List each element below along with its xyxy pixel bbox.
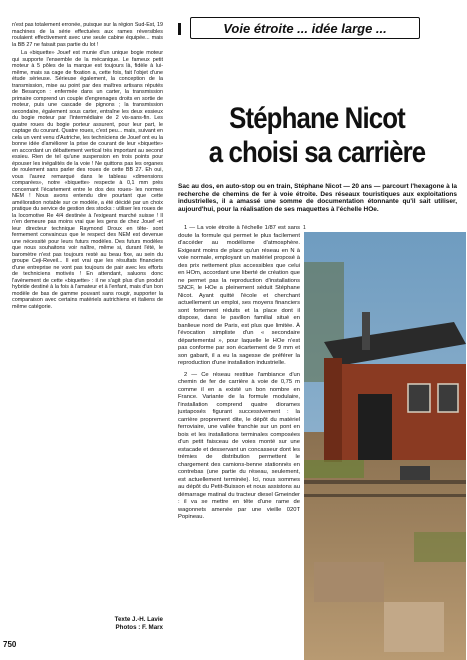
shed-window (408, 384, 430, 412)
wagon (400, 466, 430, 480)
layout-photo (304, 232, 466, 660)
photo-credit: Photos : F. Marx (115, 624, 163, 631)
section-banner (190, 17, 420, 39)
shed-wall-side (324, 358, 342, 462)
left-text-column (12, 22, 163, 614)
right-text-column (178, 225, 300, 642)
page-number: 750 (3, 640, 17, 649)
headline-line-1: Stéphane Nicot (229, 102, 405, 135)
article-intro: Sac au dos, en auto-stop ou en train, Stéphane Nicot — 20 ans — parcourt l'hexagone à la recherche de chemins de fer à voie étroite. Des réseaux touristiques aux exploitations industrielles, il a amassé une somme de documentation étonnante qu'il sait utiliser, aujourd'hui, pour la réalisation de ses maquettes à l'échelle HOe. (178, 183, 457, 214)
shed-door (358, 394, 392, 460)
photo-number: 1 (303, 225, 306, 231)
headline-line-2: a choisi sa carrière (208, 136, 426, 169)
caption-paragraph: 2 — Ce réseau restitue l'ambiance d'un chemin de fer de carrière à voie de 0,75 m comme il en a existé un bon nombre en France. Variante de la formule modulaire, l'installation comprend quatre diorames juxtaposés figurant successivement : la carrière proprement dite, le dépôt du matériel ferroviaire, une vallée franchie sur un pont en bois et les installations terminales composées d'un petit faisceau de voies monté sur une estacade et desservant un concasseur dont les trémies de distribution permettent le chargement des camions-benne stationnés en contrebas (une partie du réseau, seulement, est actuellement terminée). Ici, nous sommes au dépôt du Petit-Buisson et nous assistons au démarrage matinal du tracteur diesel Gmeinder : il va se mettre en tête d'une rame de wagonnets amenée par une vieille 020T Popineau. (178, 371, 300, 520)
rock (314, 562, 384, 602)
section-title: Voie étroite ... idée large ... (223, 20, 387, 36)
left-paragraph: n'est pas totalement erronée, puisque sur la région Sud-Est, 19 machines de la série effectuées aux rames réversibles roulaient effectivement avec une seule cabine équipée... mais la BB 27 ne faisait pas partie du lot ! (12, 22, 163, 48)
section-rule (178, 23, 181, 35)
rail-track (304, 494, 466, 497)
grass-patch (304, 460, 364, 478)
rock (384, 602, 444, 652)
rail-track (304, 480, 466, 484)
credits (12, 616, 163, 632)
left-paragraph: La «biquette» Jouef est munie d'un unique bogie moteur qui supporte l'ensemble de la mécanique. Le fameux petit moteur à 5 pôles de la marque est toujours là, fidèle à lui-même, mais sa cage de fixation a, cette fois, fait l'objet d'une étude sérieuse. Sérieuse également, la conception de la transmission, mise au point par des maîtres artisans réputés de Besançon : enfermée dans un carter, la transmission primaire comprend un couple d'engrenages droits en sortie de moteur, puis une cascade de pignons ; la transmission secondaire, également sous carter, entraîne les deux essieux du bogie moteur par l'intermédiaire de 2 vis-sans-fin. Les quatre roues du bogie porteur assurent, pour leur part, le captage du courant. Quatre roues, c'est peu... mais, suivant en cela un vent venu d'Autriche, les techniciens de Jouef ont eu la bonne idée d'améliorer la prise de courant de leur «biquette» en accordant un débattement vertical très important au second essieu. Rien de tel qu'une suspension en trois points pour épouser les inégalités de la voie ! Ne quittons pas les organes de roulement sans parler des roues de cette BB 27. Eh oui, vous l'aurez remarqué dans le tableau «dimensions comparées», notre «biquette» respecte à 0,1 mm près concernant l'écartement entre le dos des roues- les normes NEM ! Nous avons entendu dire pourtant que cette amélioration notable sur ce modèle, a été décidé par un choix pratique du service de gestion des stocks : utiliser les roues de la locomotive Re 4/4 destinée à l'exigeant marché suisse ! Il n'en demeure pas moins vrai que les gens de chez Jouef -et leur directeur technique Raymond Droux en tête- sont fermement convaincus que le respect des NEM est devenue une nécessité pour leurs futurs modèles. Des futurs modèles que nous souhaitons voir naître, même si, durant l'été, le baromètre n'est pas toujours resté au beau fixe, au sein du groupe Ceji-Reveil... Il est vrai que les résultats financiers d'une entreprise ne vont pas toujours de pair avec les efforts de techniciens motivés ! En attendant, saluons donc l'avènement de cette «biquette» : il ne s'agit plus d'un produit hybride destiné à la fois à l'amateur et à l'enfant, mais d'un bon modèle de bas de gamme pouvant sans rougir, supporter la comparaison avec certains matériels autrichiens et italiens de même catégorie. (12, 50, 163, 310)
article-headline (197, 102, 436, 170)
grass-patch (414, 532, 466, 562)
shed-window (438, 384, 458, 412)
text-credit: Texte J.-H. Lavie (114, 616, 163, 623)
caption-paragraph: 1 — La voie étroite à l'échelle 1/87 est sans doute la formule qui permet le plus facilement d'accéder au modélisme d'atmosphère. Exigeant moins de place qu'un réseau en N à voie normale, employant un matériel proposé à des prix nettement plus accessibles que celui en HOm, accordant une liberté de création que ne permet pas la reproduction d'installations SNCF, le HOe a pleinement séduit Stéphane Nicot. Ayant quitté l'école et cherchant actuellement un emploi, ses moyens financiers sont fortement réduits et la place dont il dispose, dans le pavillon familial situé en banlieue nord de Paris, est plus que limitée. À l'évocation simpliste d'un « secondaire départemental », pour laquelle le HOe n'est pas conforme par son écartement de 9 mm et son gabarit, il a eu la sagesse de préférer la reproduction d'une installation industrielle. (178, 225, 300, 366)
chimney (362, 312, 370, 350)
